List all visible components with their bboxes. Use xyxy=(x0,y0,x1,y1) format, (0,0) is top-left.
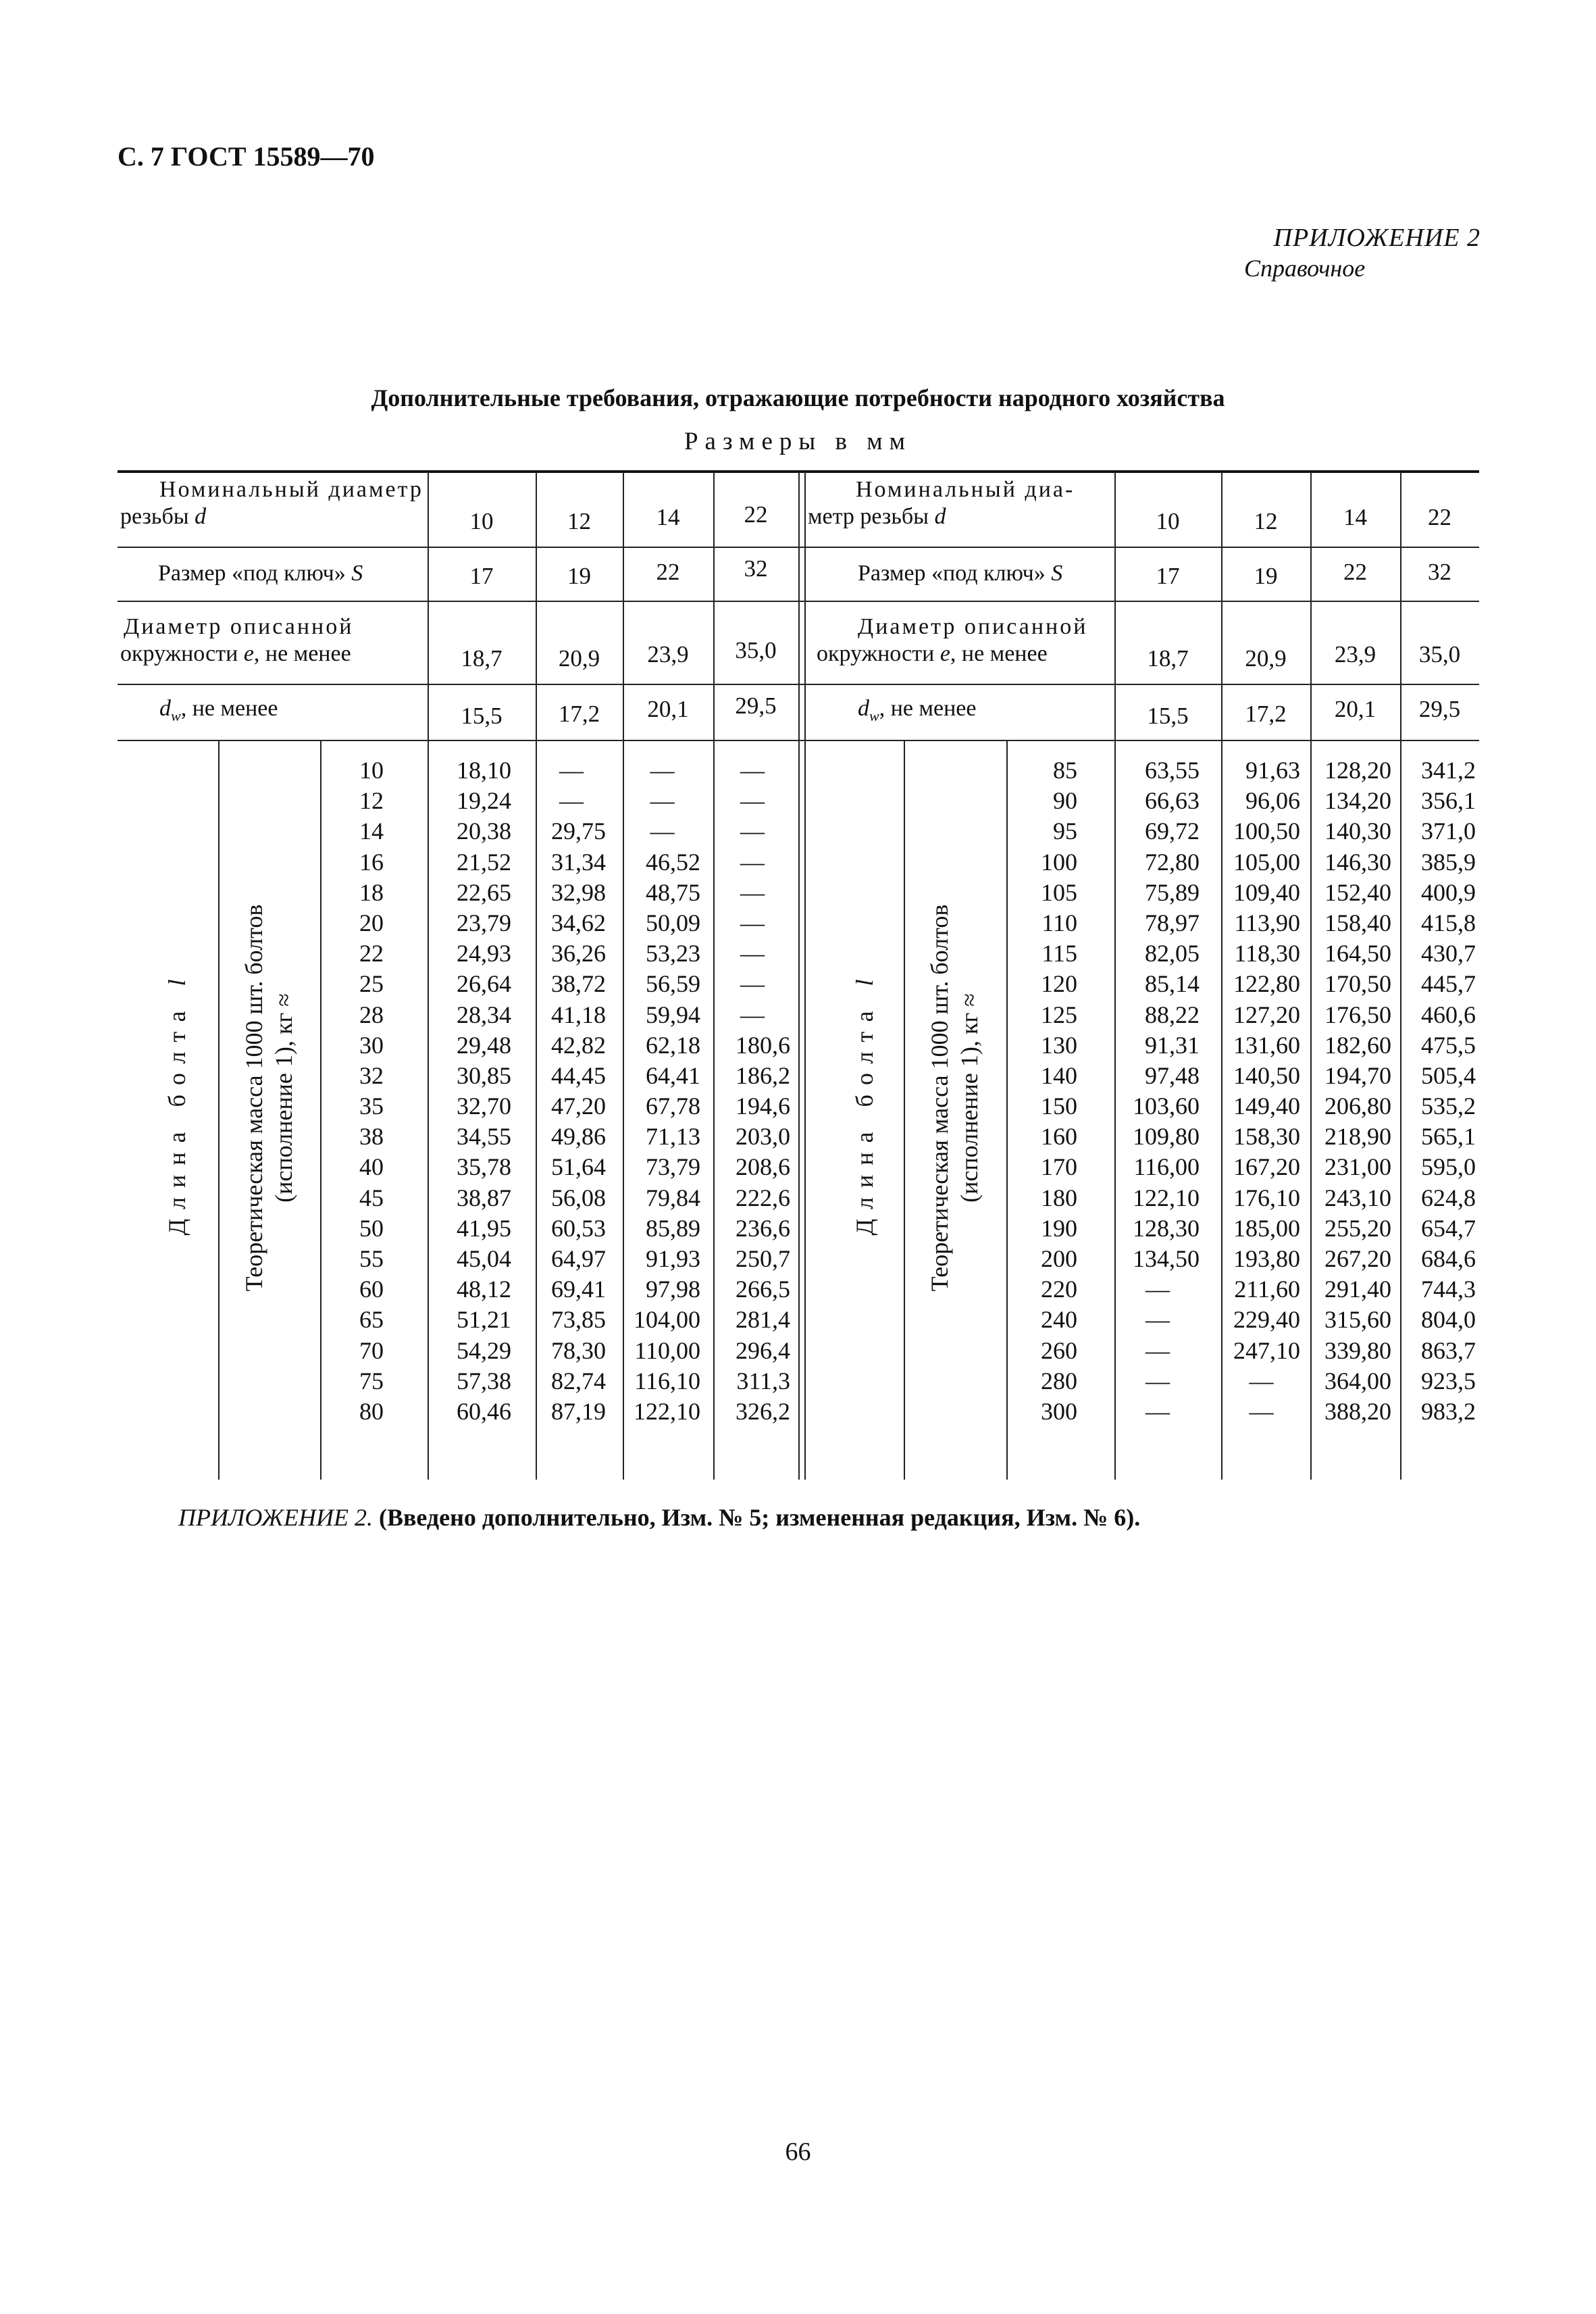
right-nominal-12: 12 xyxy=(1254,508,1278,534)
table-cell: 80 xyxy=(359,1397,384,1425)
table-cell: 200 xyxy=(1041,1245,1077,1272)
left-length-axis-label: Длина болта l xyxy=(163,970,190,1236)
left-nominal-12: 12 xyxy=(567,508,591,534)
table-cell: 364,00 xyxy=(1324,1367,1391,1394)
table-cell: 19,24 xyxy=(457,787,511,815)
table-cell: 82,74 xyxy=(551,1367,606,1394)
footnote-text: (Введено дополнительно, Изм. № 5; измененная редакция, Изм. № 6). xyxy=(372,1504,1141,1531)
table-cell: 41,18 xyxy=(551,1001,606,1028)
table-cell: 21,52 xyxy=(457,848,511,876)
table-cell: 236,6 xyxy=(736,1214,790,1242)
table-cell: 128,30 xyxy=(1133,1214,1200,1242)
table-cell: 218,90 xyxy=(1324,1123,1391,1151)
table-cell: 38 xyxy=(359,1123,384,1151)
table-cell: 193,80 xyxy=(1233,1245,1300,1272)
table-cell: 82,05 xyxy=(1145,940,1200,967)
table-cell: — xyxy=(740,1001,765,1028)
left-dw-label: $d_w$, не менее xyxy=(159,696,278,724)
table-cell: 85,89 xyxy=(646,1214,700,1242)
left-mass-d14-column xyxy=(624,755,700,1427)
left-dw-15-5: 15,5 xyxy=(461,703,503,729)
right-dw-label: $d_w$, не менее xyxy=(858,696,977,724)
right-dw-15-5: 15,5 xyxy=(1147,703,1189,729)
table-cell: 14 xyxy=(359,818,384,845)
table-cell: 260 xyxy=(1041,1336,1077,1364)
table-cell: 130 xyxy=(1041,1031,1077,1059)
table-cell: — xyxy=(1249,1397,1274,1425)
page-header: С. 7 ГОСТ 15589—70 xyxy=(118,141,375,172)
table-cell: 266,5 xyxy=(736,1276,790,1303)
right-mass-d14-column xyxy=(1312,755,1391,1427)
units-label: Размеры в мм xyxy=(684,428,912,455)
table-cell: 804,0 xyxy=(1421,1306,1476,1334)
table-cell: — xyxy=(559,757,584,784)
left-circle-35-0: 35,0 xyxy=(735,637,777,663)
table-cell: 475,5 xyxy=(1421,1031,1476,1059)
right-dw-20-1: 20,1 xyxy=(1334,696,1376,722)
table-cell: 194,70 xyxy=(1324,1061,1391,1089)
left-wrench-17: 17 xyxy=(469,563,494,589)
table-cell: — xyxy=(650,787,675,815)
left-dw-29-5: 29,5 xyxy=(735,693,777,719)
table-cell: 31,34 xyxy=(551,848,606,876)
table-cell: 73,79 xyxy=(646,1153,700,1181)
left-dw-17-2: 17,2 xyxy=(558,701,600,727)
table-cell: 255,20 xyxy=(1324,1214,1391,1242)
table-cell: 90 xyxy=(1053,787,1077,815)
table-cell: 100,50 xyxy=(1233,818,1300,845)
table-cell: — xyxy=(740,940,765,967)
right-nominal-label-1: Номинальный диа- xyxy=(856,477,1075,502)
table-cell: 152,40 xyxy=(1324,878,1391,906)
right-dw-17-2: 17,2 xyxy=(1245,701,1287,727)
table-cell: 88,22 xyxy=(1145,1001,1200,1028)
left-nominal-label-1: Номинальный диаметр xyxy=(159,477,423,502)
table-cell: 34,55 xyxy=(457,1123,511,1151)
left-mass-d12-column xyxy=(537,755,606,1427)
table-cell: — xyxy=(1145,1367,1170,1394)
right-wrench-label: Размер «под ключ» S xyxy=(858,561,1063,586)
table-cell: — xyxy=(740,909,765,936)
table-cell: 23,79 xyxy=(457,909,511,936)
table-cell: 220 xyxy=(1041,1276,1077,1303)
table-cell: 565,1 xyxy=(1421,1123,1476,1151)
table-cell: 311,3 xyxy=(736,1367,790,1394)
table-cell: 150 xyxy=(1041,1092,1077,1120)
left-nominal-14: 14 xyxy=(656,504,680,530)
left-circle-18-7: 18,7 xyxy=(461,645,503,672)
table-center-rule xyxy=(804,472,806,1480)
table-cell: 134,20 xyxy=(1324,787,1391,815)
table-cell: 240 xyxy=(1041,1306,1077,1334)
table-cell: 29,48 xyxy=(457,1031,511,1059)
table-cell: 118,30 xyxy=(1234,940,1300,967)
table-cell: 59,94 xyxy=(646,1001,700,1028)
right-circle-20-9: 20,9 xyxy=(1245,645,1287,672)
table-cell: — xyxy=(1145,1397,1170,1425)
table-cell: 229,40 xyxy=(1233,1306,1300,1334)
table-cell: 22,65 xyxy=(457,878,511,906)
left-circle-label-1: Диаметр описанной xyxy=(124,614,354,639)
table-cell: 36,26 xyxy=(551,940,606,967)
table-cell: 113,90 xyxy=(1234,909,1300,936)
table-cell: 208,6 xyxy=(736,1153,790,1181)
table-cell: — xyxy=(1145,1336,1170,1364)
table-cell: 356,1 xyxy=(1421,787,1476,815)
table-cell: 624,8 xyxy=(1421,1184,1476,1211)
table-cell: 75,89 xyxy=(1145,878,1200,906)
table-cell: 29,75 xyxy=(551,818,606,845)
table-cell: 194,6 xyxy=(736,1092,790,1120)
table-cell: 505,4 xyxy=(1421,1061,1476,1089)
table-cell: 110,00 xyxy=(634,1336,700,1364)
table-cell: 281,4 xyxy=(736,1306,790,1334)
table-cell: 47,20 xyxy=(551,1092,606,1120)
table-cell: 122,10 xyxy=(634,1397,700,1425)
table-cell: 18,10 xyxy=(457,757,511,784)
table-cell: 72,80 xyxy=(1145,848,1200,876)
table-cell: 158,30 xyxy=(1233,1123,1300,1151)
table-cell: 131,60 xyxy=(1233,1031,1300,1059)
table-cell: 125 xyxy=(1041,1001,1077,1028)
left-wrench-19: 19 xyxy=(567,563,591,589)
table-cell: — xyxy=(740,757,765,784)
table-cell: 110 xyxy=(1041,909,1077,936)
table-cell: — xyxy=(650,818,675,845)
table-cell: 62,18 xyxy=(646,1031,700,1059)
left-mass-d10-column xyxy=(429,755,511,1427)
left-wrench-22: 22 xyxy=(656,559,680,585)
right-circle-35-0: 35,0 xyxy=(1418,641,1461,668)
right-wrench-19: 19 xyxy=(1254,563,1278,589)
table-cell: 104,00 xyxy=(634,1306,700,1334)
table-cell: 69,72 xyxy=(1145,818,1200,845)
table-cell: 415,8 xyxy=(1421,909,1476,936)
table-cell: 64,41 xyxy=(646,1061,700,1089)
table-cell: 25 xyxy=(359,970,384,998)
table-cell: 95 xyxy=(1053,818,1077,845)
right-nominal-14: 14 xyxy=(1343,504,1367,530)
right-wrench-22: 22 xyxy=(1343,559,1367,585)
table-cell: 45,04 xyxy=(457,1245,511,1272)
footnote xyxy=(178,1503,1140,1532)
right-mass-axis-label: Теоретическая масса 1000 шт. болтов (исполнение 1), кг ≈ xyxy=(926,904,983,1292)
right-wrench-17: 17 xyxy=(1156,563,1180,589)
table-cell: 280 xyxy=(1041,1367,1077,1394)
table-cell: 250,7 xyxy=(736,1245,790,1272)
table-cell: 54,29 xyxy=(457,1336,511,1364)
right-nominal-22: 22 xyxy=(1428,504,1451,530)
table-cell: 190 xyxy=(1041,1214,1077,1242)
table-col-rule xyxy=(218,741,220,1480)
table-cell: 206,80 xyxy=(1324,1092,1391,1120)
appendix-label: ПРИЛОЖЕНИЕ 2 xyxy=(1273,224,1481,252)
left-mass-axis-label: Теоретическая масса 1000 шт. болтов (исполнение 1), кг ≈ xyxy=(240,904,297,1292)
left-nominal-22: 22 xyxy=(744,501,768,528)
table-cell: — xyxy=(740,787,765,815)
table-cell: 326,2 xyxy=(736,1397,790,1425)
table-cell: — xyxy=(1249,1367,1274,1394)
table-cell: 182,60 xyxy=(1324,1031,1391,1059)
table-cell: 170,50 xyxy=(1324,970,1391,998)
table-cell: 97,98 xyxy=(646,1276,700,1303)
table-cell: 26,64 xyxy=(457,970,511,998)
table-cell: 46,52 xyxy=(646,848,700,876)
table-cell: 28,34 xyxy=(457,1001,511,1028)
table-cell: 85 xyxy=(1053,757,1077,784)
table-cell: 32,70 xyxy=(457,1092,511,1120)
table-center-rule xyxy=(798,472,800,1480)
table-cell: 85,14 xyxy=(1145,970,1200,998)
table-cell: 176,50 xyxy=(1324,1001,1391,1028)
table-cell: 50,09 xyxy=(646,909,700,936)
table-cell: 247,10 xyxy=(1233,1336,1300,1364)
table-cell: 63,55 xyxy=(1145,757,1200,784)
table-cell: 122,10 xyxy=(1133,1184,1200,1211)
table-cell: 164,50 xyxy=(1324,940,1391,967)
table-cell: 134,50 xyxy=(1133,1245,1200,1272)
right-mass-d12-column xyxy=(1222,755,1300,1427)
table-cell: 22 xyxy=(359,940,384,967)
table-cell: 400,9 xyxy=(1421,878,1476,906)
right-length-column xyxy=(1008,755,1077,1427)
table-cell: 44,45 xyxy=(551,1061,606,1089)
table-cell: 109,40 xyxy=(1233,878,1300,906)
table-cell: 222,6 xyxy=(736,1184,790,1211)
table-cell: 50 xyxy=(359,1214,384,1242)
table-cell: 388,20 xyxy=(1324,1397,1391,1425)
table-cell: 430,7 xyxy=(1421,940,1476,967)
table-cell: 91,63 xyxy=(1245,757,1300,784)
table-cell: 56,59 xyxy=(646,970,700,998)
table-cell: — xyxy=(1145,1276,1170,1303)
table-cell: 96,06 xyxy=(1245,787,1300,815)
left-dw-20-1: 20,1 xyxy=(647,696,689,722)
right-mass-d10-column xyxy=(1116,755,1200,1427)
table-cell: 73,85 xyxy=(551,1306,606,1334)
table-cell: 10 xyxy=(359,757,384,784)
table-cell: 122,80 xyxy=(1233,970,1300,998)
table-cell: 45 xyxy=(359,1184,384,1211)
right-nominal-10: 10 xyxy=(1156,508,1180,534)
table-cell: 684,6 xyxy=(1421,1245,1476,1272)
right-dw-29-5: 29,5 xyxy=(1418,696,1461,722)
table-cell: 296,4 xyxy=(736,1336,790,1364)
table-cell: 100 xyxy=(1041,848,1077,876)
table-cell: 385,9 xyxy=(1421,848,1476,876)
table-cell: — xyxy=(650,757,675,784)
table-cell: 535,2 xyxy=(1421,1092,1476,1120)
table-cell: 60,53 xyxy=(551,1214,606,1242)
table-cell: 146,30 xyxy=(1324,848,1391,876)
left-wrench-32: 32 xyxy=(744,555,768,582)
table-cell: 185,00 xyxy=(1233,1214,1300,1242)
table-cell: 18 xyxy=(359,878,384,906)
table-cell: 34,62 xyxy=(551,909,606,936)
table-cell: 35,78 xyxy=(457,1153,511,1181)
table-cell: 170 xyxy=(1041,1153,1077,1181)
table-cell: 42,82 xyxy=(551,1031,606,1059)
table-cell: 69,41 xyxy=(551,1276,606,1303)
table-cell: 60,46 xyxy=(457,1397,511,1425)
right-wrench-32: 32 xyxy=(1428,559,1451,585)
table-cell: 341,2 xyxy=(1421,757,1476,784)
table-cell: 30,85 xyxy=(457,1061,511,1089)
table-cell: 51,64 xyxy=(551,1153,606,1181)
table-cell: 983,2 xyxy=(1421,1397,1476,1425)
table-cell: 863,7 xyxy=(1421,1336,1476,1364)
left-wrench-label: Размер «под ключ» S xyxy=(158,561,363,586)
table-cell: 49,86 xyxy=(551,1123,606,1151)
footnote-label: ПРИЛОЖЕНИЕ 2. xyxy=(178,1504,373,1531)
table-cell: — xyxy=(740,818,765,845)
left-nominal-10: 10 xyxy=(469,508,494,534)
table-cell: 158,40 xyxy=(1324,909,1391,936)
left-circle-label-2: окружности e, не менее xyxy=(120,641,351,666)
table-cell: 243,10 xyxy=(1324,1184,1391,1211)
table-cell: 109,80 xyxy=(1133,1123,1200,1151)
table-cell: 654,7 xyxy=(1421,1214,1476,1242)
table-cell: 51,21 xyxy=(457,1306,511,1334)
left-mass-d22-column xyxy=(715,755,790,1427)
table-cell: 60 xyxy=(359,1276,384,1303)
table-cell: 20,38 xyxy=(457,818,511,845)
left-nominal-label-2: резьбы d xyxy=(120,504,207,529)
table-title: Дополнительные требования, отражающие потребности народного хозяйства xyxy=(371,384,1225,411)
table-cell: 97,48 xyxy=(1145,1061,1200,1089)
table-cell: 923,5 xyxy=(1421,1367,1476,1394)
left-length-column xyxy=(321,755,384,1427)
table-cell: 339,80 xyxy=(1324,1336,1391,1364)
right-circle-label-1: Диаметр описанной xyxy=(858,614,1088,639)
table-col-rule xyxy=(904,741,905,1480)
table-cell: 48,75 xyxy=(646,878,700,906)
table-cell: — xyxy=(1145,1306,1170,1334)
table-cell: — xyxy=(740,970,765,998)
table-cell: 78,30 xyxy=(551,1336,606,1364)
table-cell: — xyxy=(740,848,765,876)
right-mass-d22-column xyxy=(1401,755,1476,1427)
table-cell: 116,00 xyxy=(1133,1153,1200,1181)
table-cell: 64,97 xyxy=(551,1245,606,1272)
table-cell: 48,12 xyxy=(457,1276,511,1303)
page-number: 66 xyxy=(785,2138,811,2166)
table-cell: 57,38 xyxy=(457,1367,511,1394)
table-cell: 180 xyxy=(1041,1184,1077,1211)
table-cell: 149,40 xyxy=(1233,1092,1300,1120)
table-cell: 120 xyxy=(1041,970,1077,998)
left-circle-20-9: 20,9 xyxy=(558,645,600,672)
right-circle-18-7: 18,7 xyxy=(1147,645,1189,672)
table-cell: 38,87 xyxy=(457,1184,511,1211)
table-cell: 315,60 xyxy=(1324,1306,1391,1334)
table-cell: 28 xyxy=(359,1001,384,1028)
table-cell: 91,93 xyxy=(646,1245,700,1272)
table-cell: 66,63 xyxy=(1145,787,1200,815)
table-cell: 75 xyxy=(359,1367,384,1394)
table-cell: 24,93 xyxy=(457,940,511,967)
table-cell: 40 xyxy=(359,1153,384,1181)
table-cell: 176,10 xyxy=(1233,1184,1300,1211)
table-cell: 56,08 xyxy=(551,1184,606,1211)
table-cell: 32,98 xyxy=(551,878,606,906)
table-cell: 91,31 xyxy=(1145,1031,1200,1059)
table-cell: 371,0 xyxy=(1421,818,1476,845)
right-nominal-label-2: метр резьбы d xyxy=(808,504,946,529)
table-cell: 140,30 xyxy=(1324,818,1391,845)
table-cell: 115 xyxy=(1041,940,1077,967)
table-cell: 744,3 xyxy=(1421,1276,1476,1303)
table-cell: 445,7 xyxy=(1421,970,1476,998)
table-cell: 79,84 xyxy=(646,1184,700,1211)
table-cell: 105 xyxy=(1041,878,1077,906)
table-cell: 460,6 xyxy=(1421,1001,1476,1028)
table-cell: 231,00 xyxy=(1324,1153,1391,1181)
table-cell: 65 xyxy=(359,1306,384,1334)
table-cell: 116,10 xyxy=(634,1367,700,1394)
table-cell: 67,78 xyxy=(646,1092,700,1120)
right-circle-23-9: 23,9 xyxy=(1334,641,1376,668)
table-cell: 78,97 xyxy=(1145,909,1200,936)
table-cell: 12 xyxy=(359,787,384,815)
table-cell: — xyxy=(740,878,765,906)
table-cell: 211,60 xyxy=(1234,1276,1300,1303)
table-cell: 267,20 xyxy=(1324,1245,1391,1272)
table-cell: 20 xyxy=(359,909,384,936)
table-cell: 103,60 xyxy=(1133,1092,1200,1120)
table-cell: 291,40 xyxy=(1324,1276,1391,1303)
table-cell: 203,0 xyxy=(736,1123,790,1151)
table-cell: 595,0 xyxy=(1421,1153,1476,1181)
table-cell: 70 xyxy=(359,1336,384,1364)
table-cell: 167,20 xyxy=(1233,1153,1300,1181)
table-cell: 127,20 xyxy=(1233,1001,1300,1028)
table-cell: 38,72 xyxy=(551,970,606,998)
table-cell: 87,19 xyxy=(551,1397,606,1425)
table-cell: 186,2 xyxy=(736,1061,790,1089)
table-cell: 140 xyxy=(1041,1061,1077,1089)
left-circle-23-9: 23,9 xyxy=(647,641,689,668)
right-circle-label-2: окружности e, не менее xyxy=(817,641,1048,666)
appendix-type: Справочное xyxy=(1244,255,1366,282)
table-cell: 30 xyxy=(359,1031,384,1059)
table-cell: — xyxy=(559,787,584,815)
table-cell: 105,00 xyxy=(1233,848,1300,876)
table-cell: 180,6 xyxy=(736,1031,790,1059)
table-cell: 53,23 xyxy=(646,940,700,967)
table-cell: 128,20 xyxy=(1324,757,1391,784)
table-cell: 55 xyxy=(359,1245,384,1272)
table-cell: 160 xyxy=(1041,1123,1077,1151)
table-cell: 16 xyxy=(359,848,384,876)
table-cell: 35 xyxy=(359,1092,384,1120)
table-cell: 300 xyxy=(1041,1397,1077,1425)
right-length-axis-label: Длина болта l xyxy=(851,970,878,1236)
table-cell: 32 xyxy=(359,1061,384,1089)
table-cell: 140,50 xyxy=(1233,1061,1300,1089)
table-cell: 71,13 xyxy=(646,1123,700,1151)
table-cell: 41,95 xyxy=(457,1214,511,1242)
